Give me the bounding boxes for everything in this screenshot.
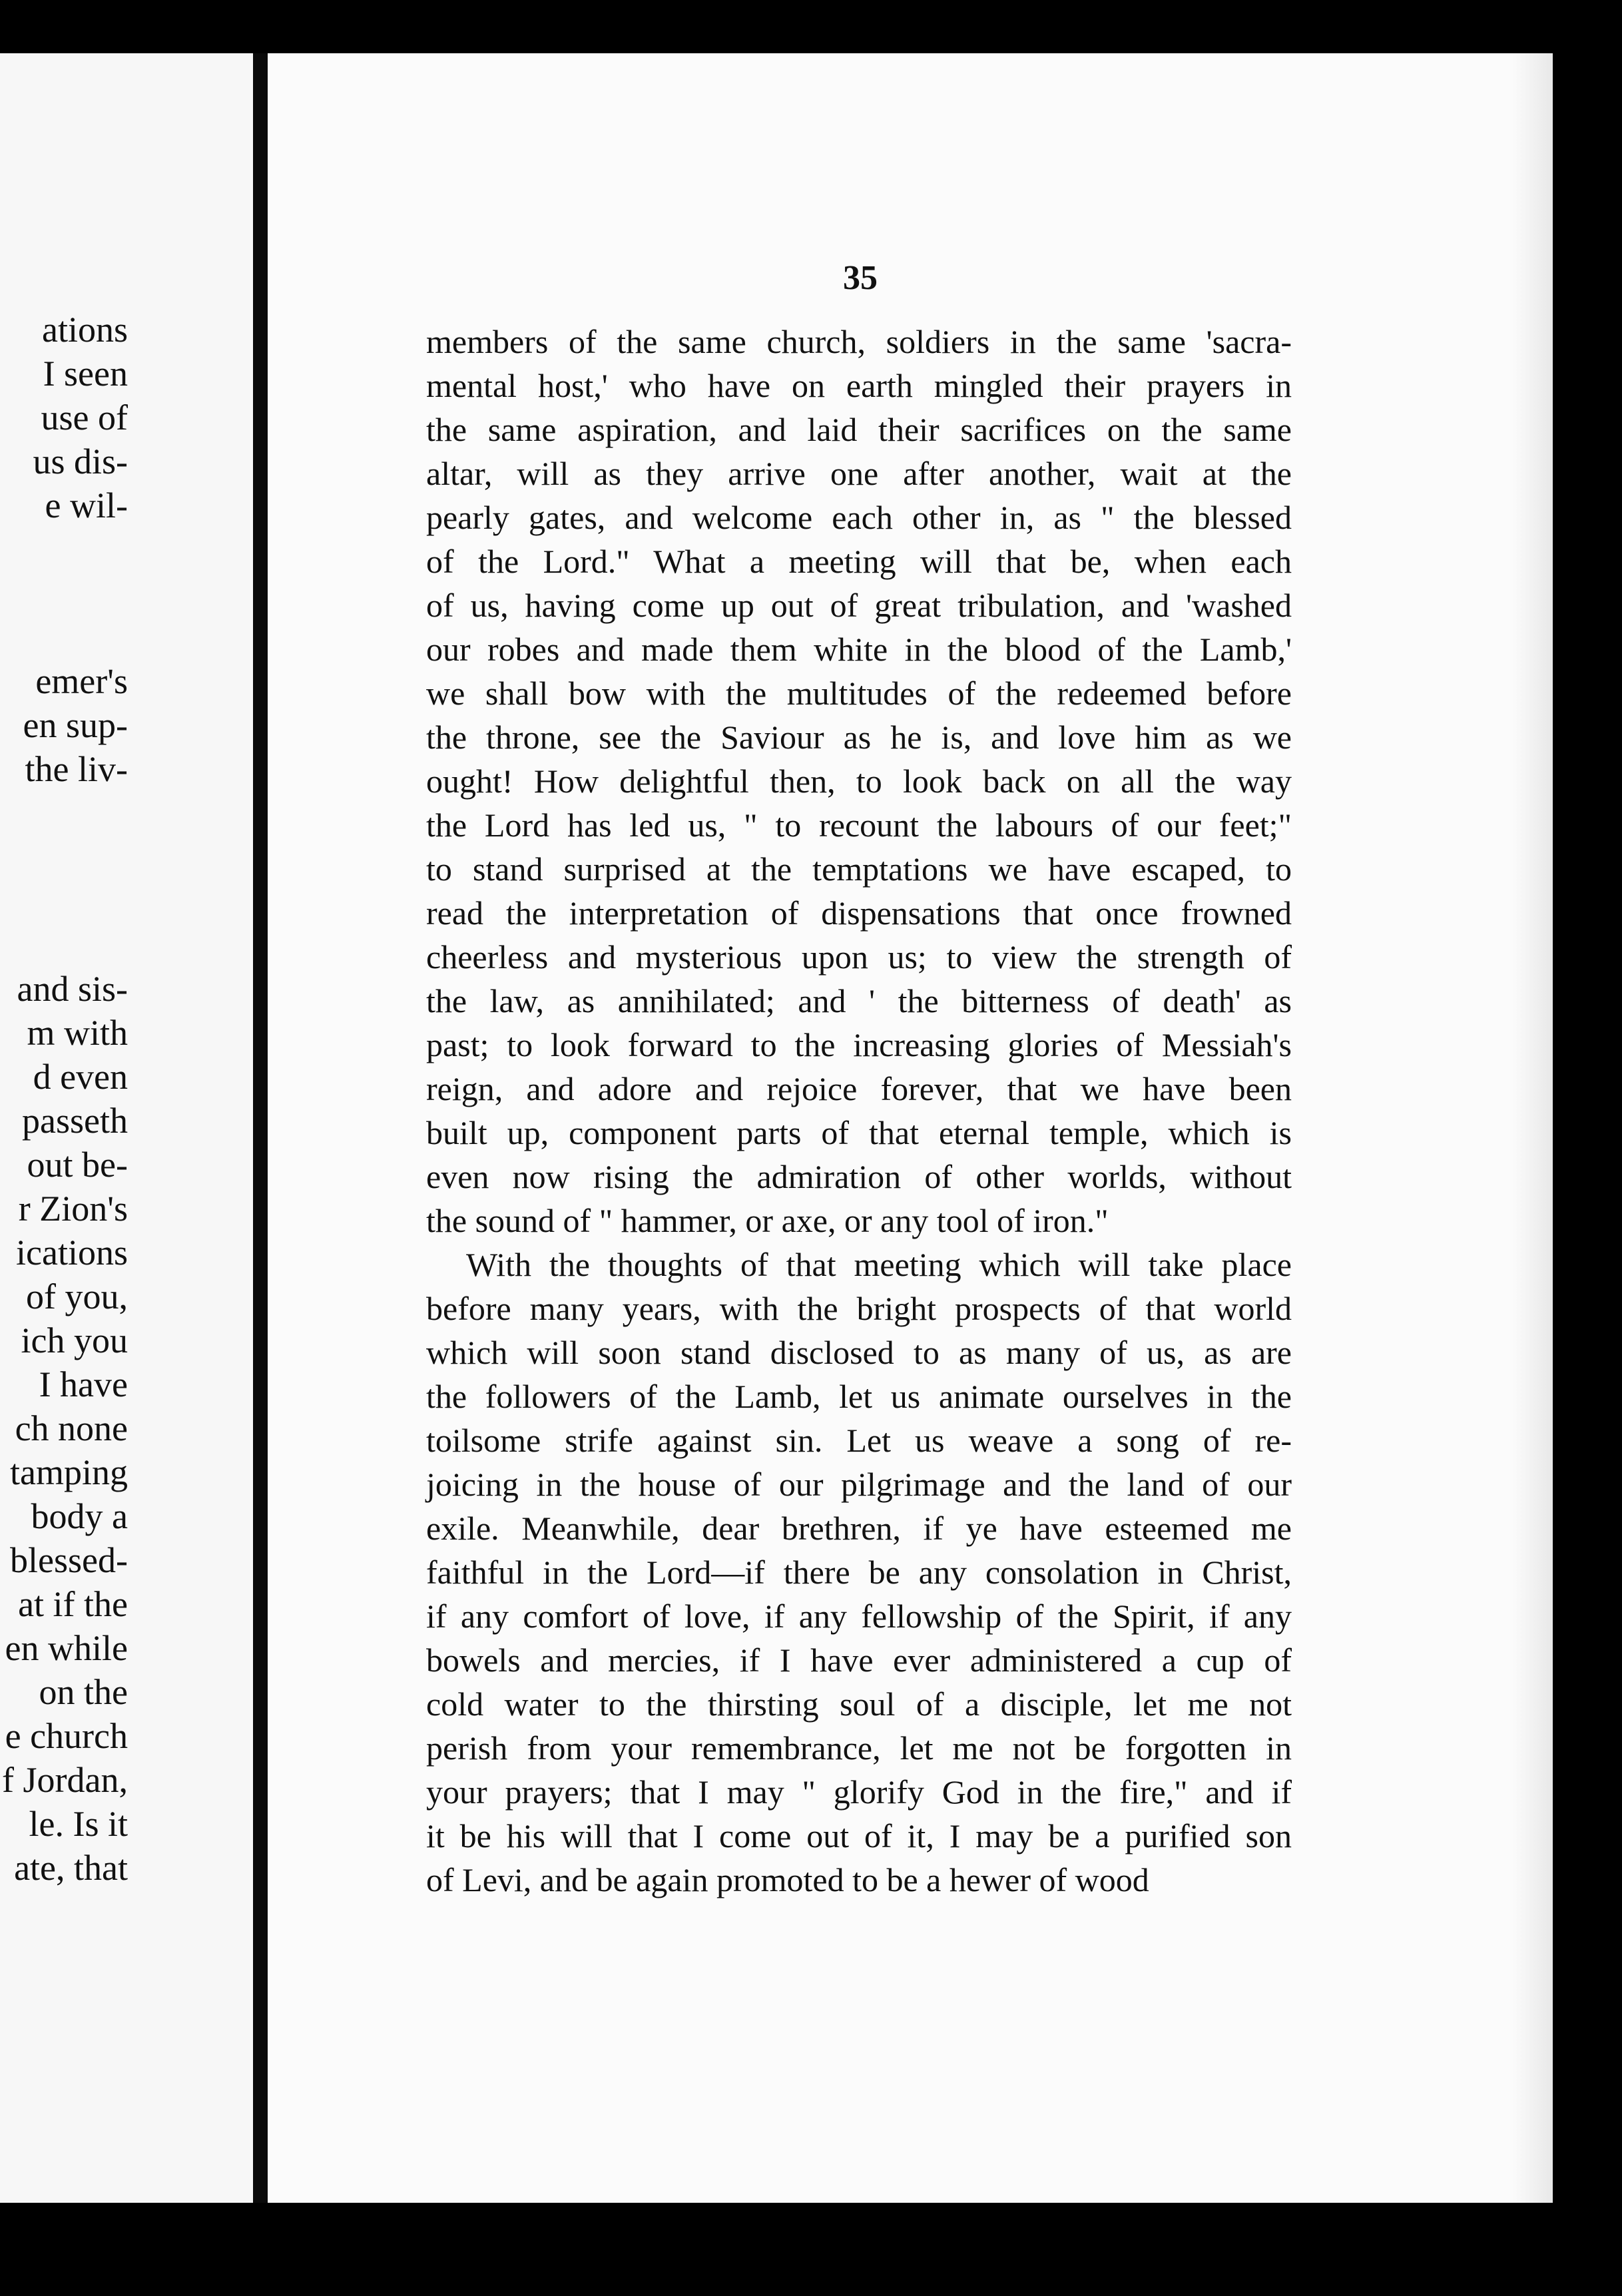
text-line: read the interpretation of dispensations that once frowned [426, 894, 1292, 932]
text-line: faithful in the Lord—if there be any consolation in Christ, [426, 1554, 1292, 1591]
text-line: to stand surprised at the temptations we have escaped, to [426, 850, 1292, 888]
left-page-line: en while [5, 1628, 128, 1668]
left-page-line: r Zion's [18, 1189, 128, 1229]
left-page [0, 53, 253, 2203]
text-line: ought! How delightful then, to look back on all the way [426, 762, 1292, 800]
text-line: With the thoughts of that meeting which will take place [466, 1246, 1292, 1283]
left-page-line: ate, that [14, 1848, 128, 1888]
left-page-line: ch none [15, 1408, 128, 1448]
left-page-text [2, 308, 128, 1890]
text-line: the followers of the Lamb, let us animate ourselves in the [426, 1378, 1292, 1415]
left-page-line [2, 835, 128, 879]
text-line: members of the same church, soldiers in the same 'sacra- [426, 323, 1292, 360]
text-line: our robes and made them white in the blood of the Lamb,' [426, 631, 1292, 668]
left-page-line: m with [27, 1013, 128, 1053]
text-line: perish from your remembrance, let me not be forgotten in [426, 1729, 1292, 1767]
left-page-line: tamping [10, 1452, 128, 1492]
text-line: past; to look forward to the increasing glories of Messiah's [426, 1026, 1292, 1063]
page-gutter [253, 53, 268, 2203]
text-line: the throne, see the Saviour as he is, and love him as we [426, 718, 1292, 756]
left-page-line: emer's [35, 661, 128, 701]
left-page-line: ich you [21, 1320, 128, 1360]
left-page-line: passeth [22, 1101, 128, 1141]
left-page-line [2, 527, 128, 571]
text-line: before many years, with the bright prospects of that world [426, 1290, 1292, 1327]
text-line: of us, having come up out of great tribulation, and 'washed [426, 587, 1292, 624]
right-page [268, 53, 1553, 2203]
page-edge-shadow [1513, 53, 1553, 2203]
left-page-line: e wil- [45, 485, 128, 525]
text-line: toilsome strife against sin. Let us weave a song of re- [426, 1422, 1292, 1459]
text-line: it be his will that I come out of it, I may be a purified son [426, 1817, 1292, 1855]
left-page-line: at if the [18, 1584, 128, 1624]
left-page-line: ications [16, 1233, 128, 1273]
left-page-line: I seen [43, 354, 128, 394]
left-page-line: f Jordan, [2, 1760, 128, 1800]
text-line: built up, component parts of that eternal temple, which is [426, 1114, 1292, 1151]
left-page-line: en sup- [23, 705, 128, 745]
text-line: reign, and adore and rejoice forever, that we have been [426, 1070, 1292, 1107]
text-line: exile. Meanwhile, dear brethren, if ye have esteemed me [426, 1510, 1292, 1547]
left-page-line: us dis- [33, 441, 128, 481]
text-line: the sound of " hammer, or axe, or any tool of iron." [426, 1202, 1109, 1239]
left-page-line: blessed- [10, 1540, 128, 1580]
text-line: cheerless and mysterious upon us; to view the strength of [426, 938, 1292, 976]
paragraph-2 [426, 1243, 1292, 1902]
text-line: mental host,' who have on earth mingled their prayers in [426, 367, 1292, 404]
text-line: altar, will as they arrive one after another, wait at the [426, 455, 1292, 492]
text-line: we shall bow with the multitudes of the redeemed before [426, 675, 1292, 712]
left-page-line: e church [5, 1716, 128, 1756]
left-page-line: of you, [26, 1277, 128, 1316]
text-line: of the Lord." What a meeting will that be, when each [426, 543, 1292, 580]
paragraph-1 [426, 320, 1292, 1243]
left-page-line [2, 615, 128, 659]
left-page-line [2, 879, 128, 923]
left-page-line: on the [39, 1672, 128, 1712]
text-line: even now rising the admiration of other worlds, without [426, 1158, 1292, 1195]
left-page-line: ations [42, 310, 128, 350]
left-page-line [2, 791, 128, 835]
left-page-line [2, 923, 128, 967]
text-line: of Levi, and be again promoted to be a hewer of wood [426, 1861, 1149, 1898]
text-line: the law, as annihilated; and ' the bitterness of death' as [426, 982, 1292, 1019]
left-page-line: out be- [27, 1145, 128, 1185]
left-page-line: and sis- [17, 969, 128, 1009]
text-line: pearly gates, and welcome each other in, as " the blessed [426, 499, 1292, 536]
text-line: the Lord has led us, " to recount the labours of our feet;" [426, 806, 1292, 844]
left-page-line: use of [41, 398, 128, 437]
text-line: the same aspiration, and laid their sacrifices on the same [426, 411, 1292, 448]
left-page-line: I have [39, 1364, 128, 1404]
left-page-line: le. Is it [29, 1804, 128, 1844]
text-line: cold water to the thirsting soul of a disciple, let me not [426, 1685, 1292, 1723]
text-line: joicing in the house of our pilgrimage and the land of our [426, 1466, 1292, 1503]
text-line: your prayers; that I may " glorify God in the fire," and if [426, 1773, 1292, 1811]
text-line: if any comfort of love, if any fellowship of the Spirit, if any [426, 1597, 1292, 1635]
left-page-line: the liv- [25, 749, 128, 789]
text-line: bowels and mercies, if I have ever administered a cup of [426, 1641, 1292, 1679]
left-page-line [2, 571, 128, 615]
text-line: which will soon stand disclosed to as many of us, as are [426, 1334, 1292, 1371]
body-text [426, 320, 1292, 1902]
left-page-line: d even [33, 1057, 128, 1097]
page-number: 35 [843, 259, 878, 297]
left-page-line: body a [31, 1496, 128, 1536]
